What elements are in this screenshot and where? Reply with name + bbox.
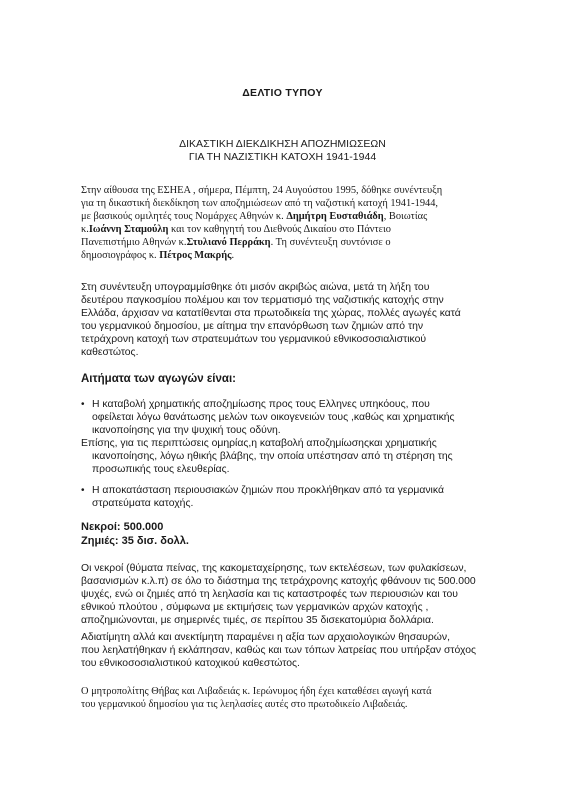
intro-line: Στην αίθουσα της ΕΣΗΕΑ , σήμερα, Πέμπτη, 24 Αυγούστου 1995, δόθηκε συνέντευξη [81, 185, 443, 196]
speaker-name: Δημήτρη Ευσταθιάδη [286, 211, 384, 222]
bullet-line: προσωπικής τους ελευθερίας. [92, 464, 230, 475]
bullet-line: Επίσης, για τις περιπτώσεις ομηρίας,η καταβολή αποζημίωσηςκαι χρηματικής [81, 438, 437, 449]
intro-line: για τη δικαστική διεκδίκηση των αποζημιώσεων από τη ναζιστική κατοχή 1941-1944, [81, 198, 439, 209]
bullet-line: οφείλεται λόγω θανάτωσης μελών των οικογενειών τους ,καθώς και χρηματικής [92, 412, 455, 423]
intro-line: με βασικούς ομιλητές τους Νομάρχες Αθηνών κ. Δημήτρη Ευσταθιάδη, Βοιωτίας [81, 211, 428, 222]
paragraph-line: ψυχές, ενώ οι ζημιές από τη λεηλασία και τις καταστροφές των περιουσιών και του [81, 589, 458, 600]
paragraph-line: καθεστώτος. [81, 347, 139, 358]
speaker-name: Στυλιανό Περράκη [186, 237, 271, 248]
paragraph-line: εθνικού πλούτου , σύμφωνα με εκτιμήσεις των γερμανικών αρχών κατοχής , [81, 602, 429, 613]
bullet-line: ικανοποίησης για την ψυχική τους οδύνη. [92, 425, 281, 436]
bullet-line: Η αποκατάσταση περιουσιακών ζημιών που προκλήθηκαν από τα γερμανικά [92, 485, 444, 496]
paragraph-line: βασανισμών κ.λ.π) σε όλο το διάστημα της τετράχρονης κατοχής φθάνουν τις 500.000 [81, 576, 476, 587]
bullet-line: ικανοποίησης, λόγω ηθικής βλάβης, την οποία υπέστησαν από τη στέρηση της [92, 451, 453, 462]
paragraph-line: δευτέρου παγκοσμίου πολέμου και τον τερματισμό της ναζιστικής κατοχής στην [81, 295, 444, 306]
paragraph-line: Οι νεκροί (θύματα πείνας, της κακομεταχείρησης, των εκτελέσεων, των φυλακίσεων, [81, 563, 467, 574]
paragraph-line: του γερμανικού δημοσίου για τις λεηλασίες αυτές στο πρωτοδικείο Λιβαδειάς. [81, 699, 408, 710]
speaker-name: Ιωάννη Σταμούλη [88, 224, 169, 235]
paragraph-line: του εθνικοσοσιαλιστικού κατοχικού καθεστώτος. [81, 658, 300, 669]
intro-paragraph [81, 184, 501, 262]
stat-dead: Νεκροί: 500.000 [81, 521, 164, 533]
paragraph-line: Αδιατίμητη αλλά και ανεκτίμητη παραμένει η αξία των αρχαιολογικών θησαυρών, [81, 632, 450, 643]
paragraph-3 [81, 562, 501, 627]
stat-damages: Ζημιές: 35 δισ. δολλ. [81, 535, 189, 547]
main-title-line-1: ΔΙΚΑΣΤΙΚΗ ΔΙΕΚΔΙΚΗΣΗ ΑΠΟΖΗΜΙΩΣΕΩΝ [179, 138, 386, 150]
press-release-title: ΔΕΛΤΙΟ ΤΥΠΟΥ [242, 87, 323, 99]
bullet-1 [81, 398, 512, 476]
bullet-2 [92, 484, 512, 510]
paragraph-line: που λεηλατήθηκαν ή εκλάπησαν, καθώς και των τόπων λατρείας που υπήρξαν στόχος [81, 645, 476, 656]
paragraph-line: Ο μητροπολίτης Θήβας και Λιβαδειάς κ. Ιερώνυμος ήδη έχει καταθέσει αγωγή κατά [81, 686, 432, 697]
bullet-line: Η καταβολή χρηματικής αποζημίωσης προς τους Ελληνες υπηκόους, που [92, 399, 430, 410]
paragraph-line: Ελλάδα, άρχισαν να κατατίθενται στα πρωτοδικεία της χώρας, πολλές αγωγές κατά [81, 308, 461, 319]
moderator-name: Πέτρος Μακρής [159, 250, 232, 261]
paragraph-line: τετράχρονη κατοχή των στρατευμάτων του γερμανικού εθνικοσοσιαλιστικού [81, 334, 427, 345]
paragraph-line: αποζημιώνονται, με σημερινές τιμές, σε περίπου 35 δισεκατομύρια δολλάρια. [81, 615, 434, 626]
main-title-line-2: ΓΙΑ ΤΗ ΝΑΖΙΣΤΙΚΗ ΚΑΤΟΧΗ 1941-1944 [188, 151, 377, 163]
intro-line: Πανεπιστήμιο Αθηνών κ.Στυλιανό Περράκη. Τη συνέντευξη συντόνισε ο [81, 237, 391, 248]
intro-line: δημοσιογράφος κ. Πέτρος Μακρής. [81, 250, 235, 261]
bullet-line: στρατεύματα κατοχής. [92, 498, 194, 509]
bullet-icon: • [81, 399, 85, 410]
intro-line: κ.Ιωάννη Σταμούλη και τον καθηγητή του Διεθνούς Δικαίου στο Πάντειο [81, 224, 391, 235]
paragraph-line: Στη συνέντευξη υπογραμμίσθηκε ότι μισόν ακριβώς αιώνα, μετά τη λήξη του [81, 282, 430, 293]
paragraph-2 [81, 281, 501, 359]
paragraph-5 [81, 685, 501, 711]
bullet-icon: • [81, 485, 85, 496]
main-title [0, 138, 565, 164]
paragraph-line: του γερμανικού δημοσίου, με αίτημα την επανόρθωση των ζημιών από την [81, 321, 424, 332]
claims-heading: Αιτήματα των αγωγών είναι: [81, 373, 236, 385]
paragraph-4 [81, 631, 501, 670]
